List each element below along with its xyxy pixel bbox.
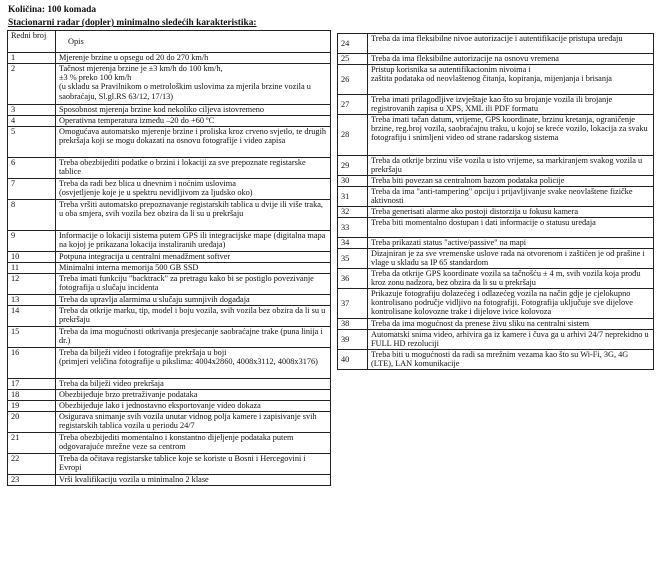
table-row bbox=[8, 306, 331, 327]
row-number: 2 bbox=[8, 64, 56, 105]
row-description: Treba da očitava registarske tablice koje se koriste u Bosni i Hercegovini i Evropi bbox=[56, 454, 331, 475]
row-description: Treba da otkrije marku, tip, model i boju vozila, svih vozila bez obzira da li su u prekršaju bbox=[56, 306, 331, 327]
row-number: 13 bbox=[8, 295, 56, 306]
row-description: Treba da ima fleksibilne autorizacije na osnovu vremena bbox=[368, 54, 654, 65]
row-number: 9 bbox=[8, 231, 56, 252]
row-description: Treba imati funkciju "backtrack" za pretragu kako bi se postiglo povezivanje fotografija u slučaju incidenta bbox=[56, 274, 331, 295]
row-number: 7 bbox=[8, 179, 56, 200]
table-row bbox=[338, 176, 654, 187]
table-row bbox=[8, 158, 331, 179]
row-description: Treba da ima mogućnost da prenese živu sliku na centralni sistem bbox=[368, 319, 654, 330]
row-number: 14 bbox=[8, 306, 56, 327]
row-description: Treba obezbijediti podatke o brzini i lokaciji za sve prepoznate registarske tablice bbox=[56, 158, 331, 179]
row-number: 11 bbox=[8, 263, 56, 274]
table-row bbox=[8, 252, 331, 263]
row-number: 29 bbox=[338, 156, 368, 176]
row-number: 23 bbox=[8, 475, 56, 486]
row-number: 19 bbox=[8, 401, 56, 412]
row-number: 20 bbox=[8, 412, 56, 433]
table-row bbox=[338, 319, 654, 330]
row-description: Treba da radi bez blica u dnevnim i noćnim uslovima (osvjetljenje koje je u spektru nevidljivom za ljudsko oko) bbox=[56, 179, 331, 200]
row-description: Operativna temperatura između –20 do +60 ºC bbox=[56, 116, 331, 127]
row-number: 32 bbox=[338, 207, 368, 218]
row-description: Treba obezbijediti momentalno i konstantno dijeljenje podataka putem odgovarajuće mrežne veze sa centrom bbox=[56, 433, 331, 454]
header-description: Opis bbox=[56, 31, 331, 53]
row-number: 3 bbox=[8, 105, 56, 116]
table-row bbox=[8, 231, 331, 252]
requirements-table-right bbox=[337, 33, 654, 370]
row-description: Treba biti povezan sa centralnom bazom podataka policije bbox=[368, 176, 654, 187]
row-number: 1 bbox=[8, 53, 56, 64]
table-row bbox=[338, 156, 654, 176]
row-description: Minimalni interna memorija 500 GB SSD bbox=[56, 263, 331, 274]
row-description: Omogućava automatsko mjerenje brzine i proliska kroz crveno svjetlo, te drugih prekršaja koji se mogu dokazati na osnovu fotografije i video zapisa bbox=[56, 127, 331, 158]
row-number: 40 bbox=[338, 350, 368, 370]
row-number: 38 bbox=[338, 319, 368, 330]
row-number: 37 bbox=[338, 289, 368, 319]
table-row bbox=[8, 127, 331, 158]
row-description: Informacije o lokaciji sistema putem GPS ili integracijske mape (digitalna mapa na kojoj je prikazana lokacija instaliranih uređaja) bbox=[56, 231, 331, 252]
header-number: Redni broj bbox=[8, 31, 56, 53]
row-number: 10 bbox=[8, 252, 56, 263]
row-description: Vrši kvalifikaciju vozila u minimalno 2 klase bbox=[56, 475, 331, 486]
table-header-row bbox=[8, 31, 331, 53]
table-row bbox=[338, 207, 654, 218]
row-description: Treba prikazati status "active/passive" na mapi bbox=[368, 238, 654, 249]
table-row bbox=[8, 433, 331, 454]
table-row bbox=[8, 454, 331, 475]
row-description: Treba da upravlja alarmima u slučaju sumnjivih događaja bbox=[56, 295, 331, 306]
table-row bbox=[8, 64, 331, 105]
row-number: 33 bbox=[338, 218, 368, 238]
row-description: Treba imati prilagodljive izvještaje kao što su brojanje vozila ili brojanje registrovanih zapisa u XPS, XML ili PDF formatu bbox=[368, 95, 654, 115]
table-row bbox=[8, 412, 331, 433]
row-number: 22 bbox=[8, 454, 56, 475]
row-number: 26 bbox=[338, 65, 368, 95]
row-description: Treba biti u mogućnosti da radi sa mrežnim vezama kao što su Wi-Fi, 3G, 4G (LTE), LAN komunikacije bbox=[368, 350, 654, 370]
row-description: Treba vršiti automatsko prepoznavanje registarskih tablica u dvije ili više traka, u oba smjera, svih vozila bez obzira da li su u prekršaju bbox=[56, 200, 331, 231]
row-description: Treba da ima mogućnosti otkrivanja presjecanje saobraćajne trake (puna linija i dr.) bbox=[56, 327, 331, 348]
row-number: 27 bbox=[338, 95, 368, 115]
table-row bbox=[8, 274, 331, 295]
table-row bbox=[338, 350, 654, 370]
row-description: Treba generisati alarme ako postoji distorzija u fokusu kamera bbox=[368, 207, 654, 218]
table-row bbox=[338, 95, 654, 115]
row-number: 21 bbox=[8, 433, 56, 454]
table-row bbox=[8, 53, 331, 64]
requirements-table-left bbox=[7, 30, 331, 486]
table-row bbox=[338, 54, 654, 65]
table-row bbox=[8, 379, 331, 390]
row-number: 8 bbox=[8, 200, 56, 231]
row-number: 36 bbox=[338, 269, 368, 289]
row-description: Treba da ima fleksibilne nivoe autorizacije i autentifikacije pristupa uređaju bbox=[368, 34, 654, 54]
table-row bbox=[338, 218, 654, 238]
table-row bbox=[8, 263, 331, 274]
table-row bbox=[338, 249, 654, 269]
row-description: Tačnost mjerenja brzine je ±3 km/h do 100 km/h, ±3 % preko 100 km/h (u skladu sa Pravilnikom o metrološkim uslovima za mjerila brzine vozila u saobraćaju, Sl.gl.RS 63/12, 17/13) bbox=[56, 64, 331, 105]
row-description: Treba da otkrije brzinu više vozila u isto vrijeme, sa markiranjem svakog vozila u prekršaju bbox=[368, 156, 654, 176]
row-description: Treba da ima "anti-tampering" opciju i prijavljivanje svake neovlaštene fizičke aktivnosti bbox=[368, 187, 654, 207]
row-description: Automatski snima video, arhivira ga iz kamere i čuva ga u arhivi 24/7 neprekidno u FULL HD rezoluciji bbox=[368, 330, 654, 350]
row-number: 6 bbox=[8, 158, 56, 179]
table-row bbox=[8, 295, 331, 306]
row-number: 5 bbox=[8, 127, 56, 158]
row-number: 39 bbox=[338, 330, 368, 350]
row-description: Treba da bilježi video i fotografije prekršaja u boji (primjeri veličina fotografije u pikslima: 4004x2860, 4008x3112, 4008x3176) bbox=[56, 348, 331, 379]
table-row bbox=[8, 348, 331, 379]
row-description: Obezbijeđuje lako i jednostavno eksportovanje video dokaza bbox=[56, 401, 331, 412]
row-description: Treba biti momentalno dostupan i dati informacije o statusu uređaja bbox=[368, 218, 654, 238]
table-row bbox=[8, 475, 331, 486]
row-description: Pristup korisnika sa autentifikacionim nivoima i zaštita podataka od neovlaštenog čitanja, kopiranja, mijenjanja i brisanja bbox=[368, 65, 654, 95]
row-number: 17 bbox=[8, 379, 56, 390]
table-row bbox=[338, 238, 654, 249]
table-row bbox=[8, 401, 331, 412]
row-description: Treba imati tačan datum, vrijeme, GPS koordinate, brzinu kretanja, ograničenje brzine, reg.broj vozila, saobraćajnu traku, u kojoj se kreće vozilo, lokacija za svaku fotografiju i snimljeni video od strane radarskog sistema bbox=[368, 115, 654, 156]
table-row bbox=[8, 116, 331, 127]
table-row bbox=[338, 269, 654, 289]
table-row bbox=[338, 115, 654, 156]
document-subtitle: Stacionarni radar (dopler) minimalno sledećih karakteristika: bbox=[8, 18, 257, 28]
table-row bbox=[8, 200, 331, 231]
row-number: 30 bbox=[338, 176, 368, 187]
row-number: 28 bbox=[338, 115, 368, 156]
row-number: 31 bbox=[338, 187, 368, 207]
table-row bbox=[338, 65, 654, 95]
row-number: 34 bbox=[338, 238, 368, 249]
row-number: 16 bbox=[8, 348, 56, 379]
row-description: Obezbijeđuje brzo pretraživanje podataka bbox=[56, 390, 331, 401]
table-row bbox=[8, 327, 331, 348]
table-row bbox=[8, 105, 331, 116]
row-number: 35 bbox=[338, 249, 368, 269]
quantity-heading: Količina: 100 komada bbox=[8, 5, 97, 15]
table-row bbox=[338, 289, 654, 319]
table-row bbox=[338, 187, 654, 207]
row-description: Dizajniran je za sve vremenske uslove rada na otvorenom i zaštićen je od prašine i vlage u skladu sa IP 65 standardom bbox=[368, 249, 654, 269]
row-description: Mjerenje brzine u opsegu od 20 do 270 km/h bbox=[56, 53, 331, 64]
row-number: 4 bbox=[8, 116, 56, 127]
table-row bbox=[338, 330, 654, 350]
row-number: 24 bbox=[338, 34, 368, 54]
row-description: Treba da otkrije GPS koordinate vozila sa tačnošću ± 4 m, svih vozila koja prođu kroz zonu nadzora, bez obzira da li su u prekršaju bbox=[368, 269, 654, 289]
row-number: 12 bbox=[8, 274, 56, 295]
row-description: Potpuna integracija u centralni menadžment softver bbox=[56, 252, 331, 263]
row-description: Treba da bilježi video prekršaja bbox=[56, 379, 331, 390]
table-row bbox=[8, 390, 331, 401]
row-number: 25 bbox=[338, 54, 368, 65]
row-number: 15 bbox=[8, 327, 56, 348]
row-description: Sposobnost mjerenja brzine kod nekoliko ciljeva istovremeno bbox=[56, 105, 331, 116]
row-description: Osigurava snimanje svih vozila unutar vidnog polja kamere i zapisivanje svih registarskih tablica vozila u periodu 24/7 bbox=[56, 412, 331, 433]
table-row bbox=[8, 179, 331, 200]
row-description: Prikazuje fotografiju dolazećeg i odlazećeg vozila na način gdje je cjelokupno kontrolisano područje vidljivo na fotografiji. Fotografija uključuje sve dijelove kontrolisane kolovozne trake i dijelove ivice kolovoza bbox=[368, 289, 654, 319]
row-number: 18 bbox=[8, 390, 56, 401]
table-row bbox=[338, 34, 654, 54]
